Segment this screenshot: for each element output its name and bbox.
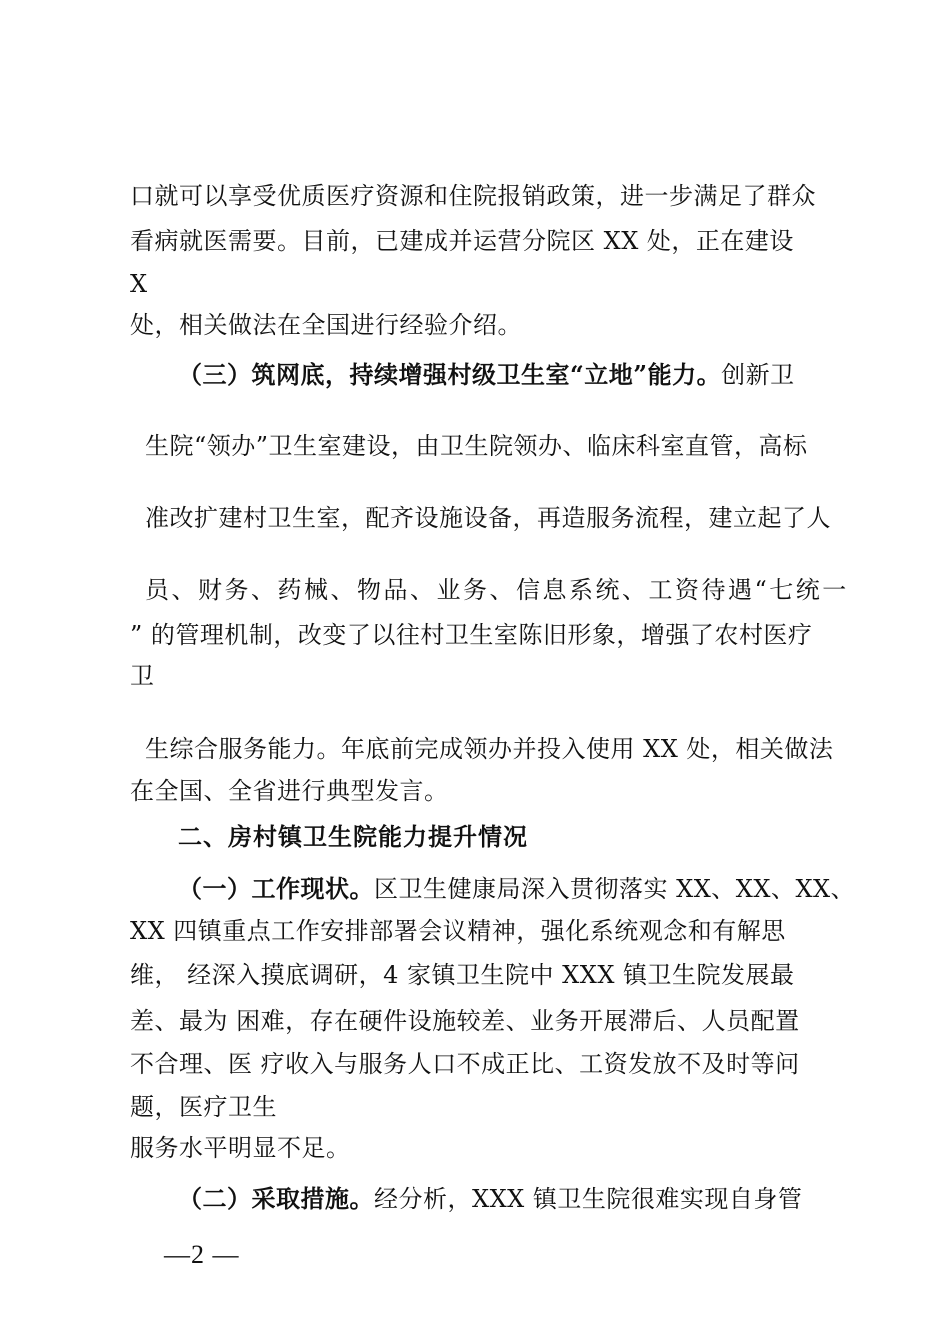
paragraph-text: 创新卫 <box>721 361 795 389</box>
subheading-three: （三）筑网底，持续增强村级卫生室“立地”能力。 <box>178 360 722 389</box>
subheading-two: （二）采取措施。 <box>178 1184 374 1213</box>
paragraph-text: 区卫生健康局深入贯彻落实 XX、XX、XX、 <box>374 875 856 903</box>
paragraph-line: X <box>130 270 148 298</box>
paragraph-line: 维， 经深入摸底调研，4 家镇卫生院中 XXX 镇卫生院发展最 <box>130 961 795 989</box>
paragraph-line: 服务水平明显不足。 <box>130 1134 351 1162</box>
paragraph-line: 生综合服务能力。年底前完成领办并投入使用 XX 处，相关做法 <box>145 735 834 763</box>
subheading-line <box>178 874 855 904</box>
paragraph-line: XX 四镇重点工作安排部署会议精神，强化系统观念和有解思 <box>130 917 786 945</box>
paragraph-line: 差、最为 困难，存在硬件设施较差、业务开展滞后、人员配置 <box>130 1007 800 1035</box>
paragraph-line: 口就可以享受优质医疗资源和住院报销政策，进一步满足了群众 <box>130 182 816 210</box>
paragraph-line: 员、财务、药械、物品、业务、信息系统、工资待遇“七统一 <box>145 576 849 604</box>
paragraph-text: 经分析，XXX 镇卫生院很难实现自身管 <box>374 1185 803 1213</box>
subheading-one: （一）工作现状。 <box>178 874 374 903</box>
paragraph-line: 生院“领办”卫生室建设，由卫生院领办、临床科室直管，高标 <box>145 432 808 460</box>
subheading-line <box>178 1184 802 1214</box>
paragraph-line: ” 的管理机制，改变了以往村卫生室陈旧形象，增强了农村医疗 <box>130 621 813 649</box>
paragraph-line: 看病就医需要。目前，已建成并运营分院区 XX 处，正在建设 <box>130 227 794 255</box>
paragraph-line: 卫 <box>130 662 155 690</box>
paragraph-line: 处，相关做法在全国进行经验介绍。 <box>130 311 522 339</box>
paragraph-line: 题，医疗卫生 <box>130 1093 277 1121</box>
page-number: —2 — <box>164 1240 240 1269</box>
paragraph-line: 在全国、全省进行典型发言。 <box>130 777 449 805</box>
paragraph-line: 不合理、医 疗收入与服务人口不成正比、工资发放不及时等问 <box>130 1050 800 1078</box>
section-heading: 二、房村镇卫生院能力提升情况 <box>178 823 528 851</box>
subheading-line <box>178 360 795 390</box>
paragraph-line: 准改扩建村卫生室，配齐设施设备，再造服务流程，建立起了人 <box>145 504 831 532</box>
